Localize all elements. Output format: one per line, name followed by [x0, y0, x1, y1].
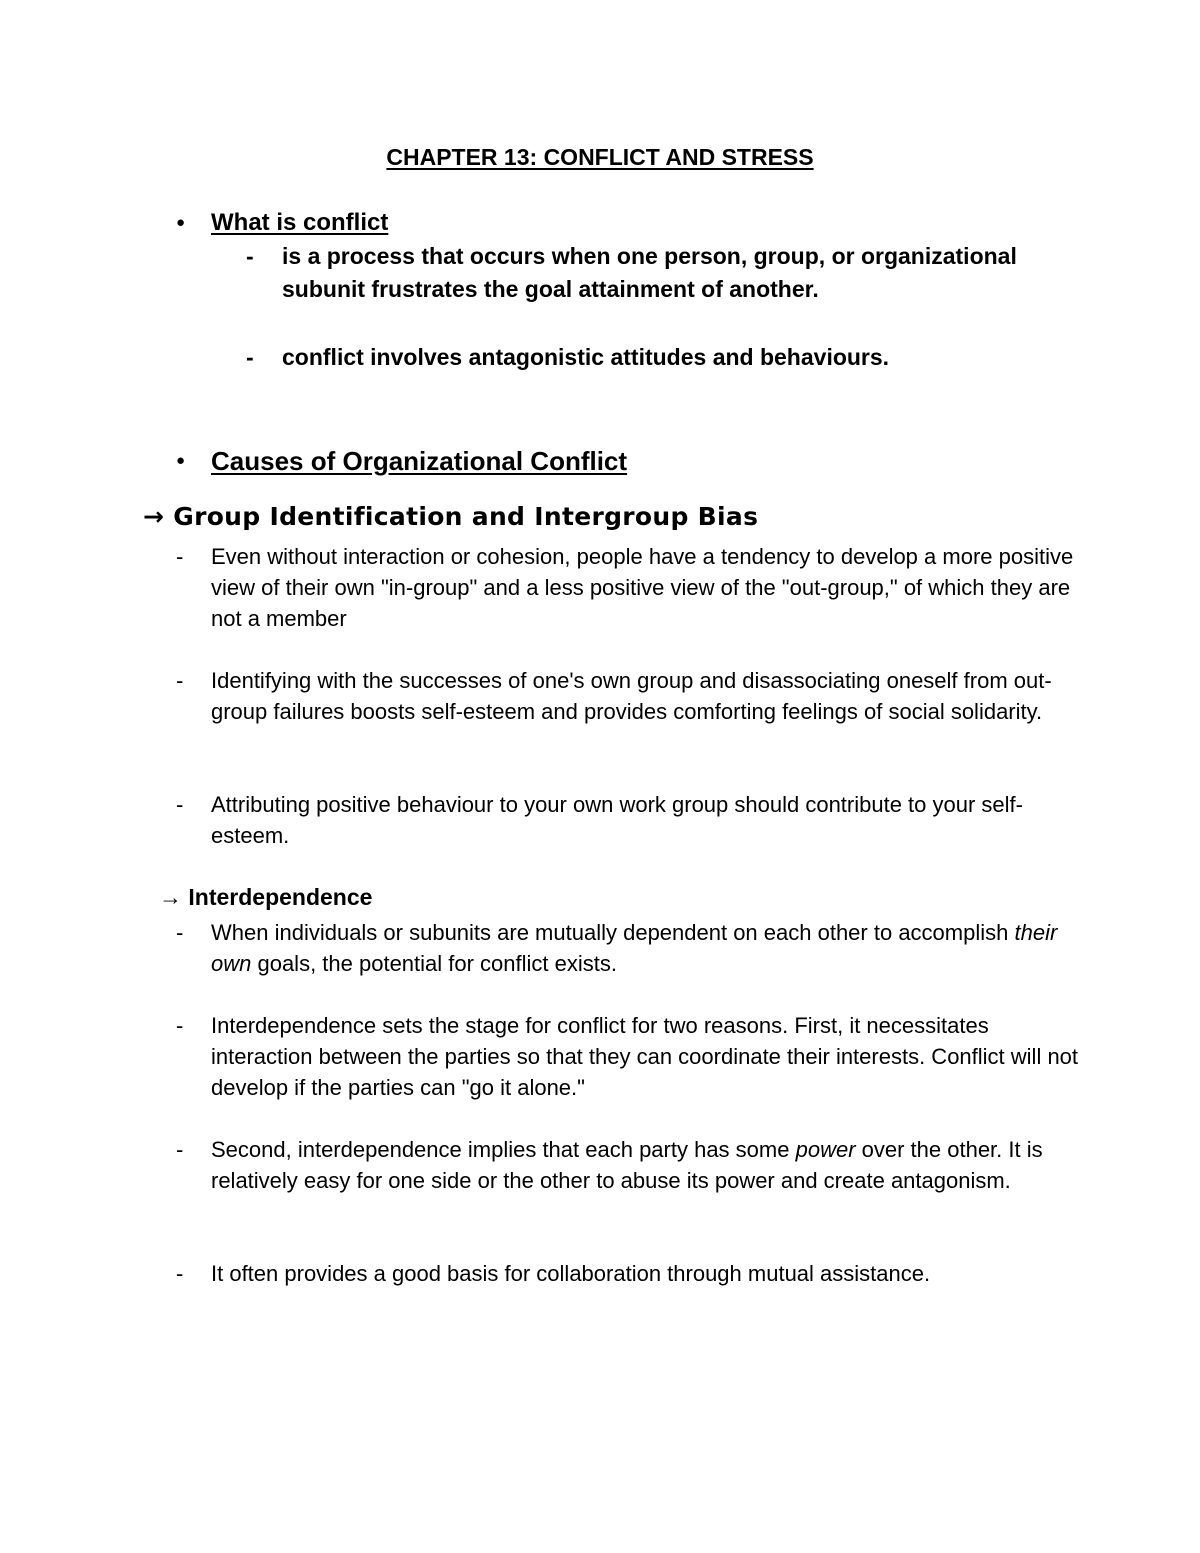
list-item-text: conflict involves antagonistic attitudes and behaviours.: [282, 344, 890, 370]
bullet-dot-icon: ●: [176, 452, 186, 469]
page-title: CHAPTER 13: CONFLICT AND STRESS: [386, 144, 814, 170]
list-item-text: Even without interaction or cohesion, people have a tendency to develop a more positive view of their own "in-group" and a less positive view of the "out-group," of which they are not a member: [211, 544, 1074, 631]
list-item: [0, 1010, 1200, 1103]
bullet-what-is-conflict: [0, 208, 1200, 238]
emphasis-text: their own: [211, 920, 1058, 976]
list-item-text: Attributing positive behaviour to your own work group should contribute to your self-esteem.: [211, 792, 1023, 848]
list-item-text: Identifying with the successes of one's own group and disassociating oneself from out-group failures boosts self-esteem and provides comforting feelings of social solidarity.: [211, 668, 1052, 724]
dash-marker: -: [246, 344, 254, 370]
bullet-heading: Causes of Organizational Conflict: [211, 446, 628, 476]
list-item: [0, 1134, 1200, 1227]
dash-marker: -: [176, 1013, 184, 1038]
dash-marker: -: [176, 1261, 184, 1286]
section-heading: → Interdependence: [159, 884, 373, 910]
list-item: [0, 240, 1200, 306]
list-item-text: Second, interdependence implies that each party has some power over the other. It is relatively easy for one side or the other to abuse its power and create antagonism.: [211, 1137, 1043, 1193]
list-item: [0, 341, 1200, 374]
bullet-dot-icon: ●: [176, 214, 186, 231]
bullet-causes-of-conflict: [0, 446, 1200, 478]
list-item: [0, 665, 1200, 758]
dash-marker: -: [176, 544, 184, 569]
list-item-text: When individuals or subunits are mutually dependent on each other to accomplish their own goals, the potential for conflict exists.: [211, 920, 1058, 976]
bullet-heading: What is conflict: [211, 209, 389, 236]
list-item: [0, 1258, 1200, 1289]
dash-marker: -: [246, 243, 254, 269]
list-item-text: Interdependence sets the stage for conflict for two reasons. First, it necessitates interaction between the parties so that they can coordinate their interests. Conflict will not develop if the parties can "go it alone.": [211, 1013, 1079, 1100]
dash-marker: -: [176, 1137, 184, 1162]
emphasis-text: power: [795, 1137, 856, 1162]
section-heading: → Group Identification and Intergroup Bias: [143, 502, 759, 531]
list-item: [0, 917, 1200, 979]
dash-marker: -: [176, 920, 184, 945]
dash-marker: -: [176, 668, 184, 693]
list-item-text: is a process that occurs when one person, group, or organizational subunit frustrates the goal attainment of another.: [282, 243, 1017, 302]
dash-marker: -: [176, 792, 184, 817]
list-item: [0, 541, 1200, 634]
list-item-text: It often provides a good basis for collaboration through mutual assistance.: [211, 1261, 931, 1286]
list-item: [0, 789, 1200, 851]
